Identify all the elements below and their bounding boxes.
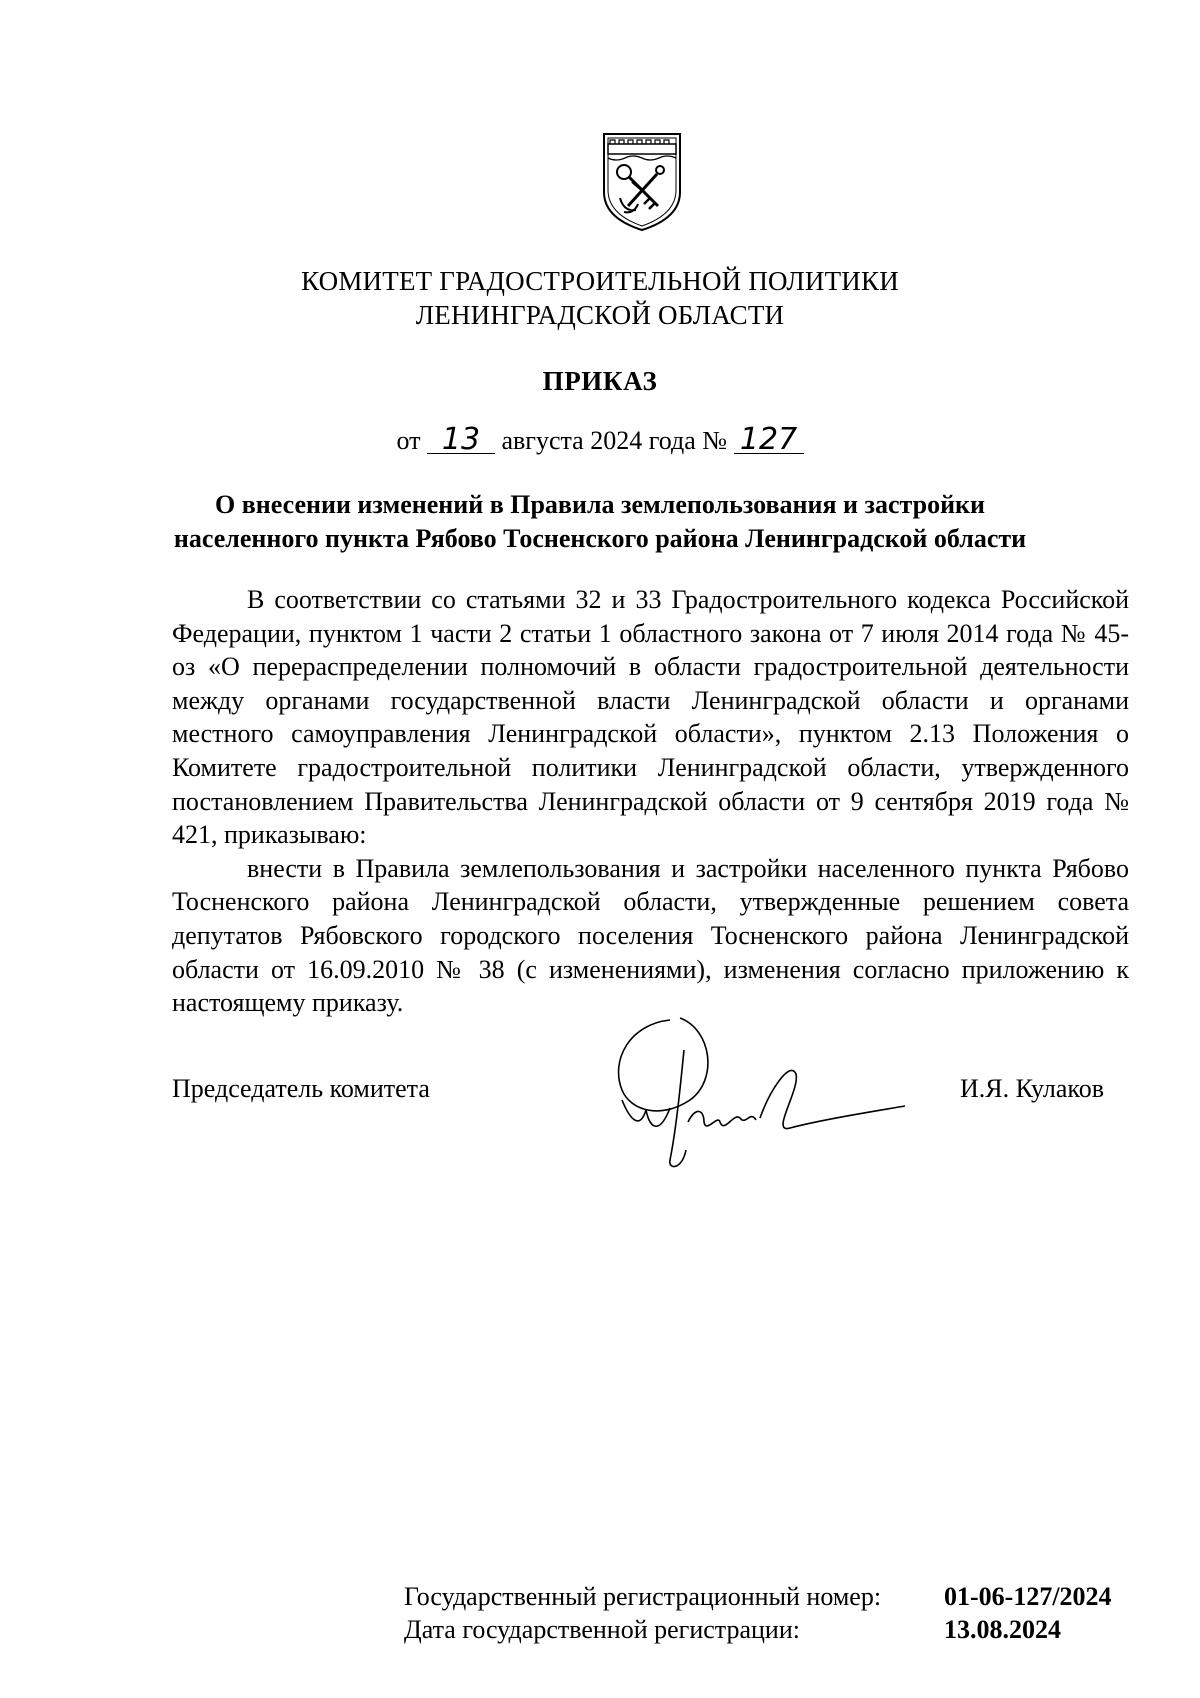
body-paragraph-1: В соответствии со статьями 32 и 33 Градостроительного кодекса Российской Федерации, пунктом 1 части 2 статьи 1 областного закона от 7 июля 2014 года № 45-оз «О перераспределении полномочий в области градостроительной деятельности между органами государственной власти Ленинградской области и органами местного самоуправления Ленинградской области», пунктом 2.13 Положения о Комитете градостроительной политики Ленинградской области, утвержденного постановлением Правительства Ленинградской области от 9 сентября 2019 года № 421, приказываю: [172, 585, 1129, 850]
document-title: ПРИКАЗ [542, 366, 658, 396]
signatory-name: И.Я. Кулаков [960, 1074, 1104, 1103]
document-number-handwritten: 127 [734, 427, 804, 454]
date-middle: августа 2024 года № [501, 426, 728, 455]
registration-date-value: 13.08.2024 [944, 1615, 1061, 1644]
registration-number-label: Государственный регистрационный номер: [404, 1582, 882, 1611]
document-subject [0, 488, 1200, 556]
organization-name-line-1: КОМИТЕТ ГРАДОСТРОИТЕЛЬНОЙ ПОЛИТИКИ [301, 266, 899, 296]
subject-line-1: О внесении изменений в Правила землепользования и застройки [214, 490, 986, 519]
organization-name-line-2: ЛЕНИНГРАДСКОЙ ОБЛАСТИ [415, 300, 785, 330]
handwritten-signature [600, 1010, 920, 1180]
registration-number-value: 01-06-127/2024 [944, 1582, 1112, 1611]
signatory-position: Председатель комитета [172, 1074, 430, 1103]
date-prefix: от [396, 426, 421, 455]
coat-of-arms-emblem [600, 130, 684, 234]
subject-line-2: населенного пункта Рябово Тосненского района Ленинградской области [173, 524, 1027, 553]
document-body [172, 583, 1129, 1020]
body-paragraph-2: внести в Правила землепользования и застройки населенного пункта Рябово Тосненского района Ленинградской области, утвержденные решением совета депутатов Рябовского городского поселения Тосненского района Ленинградской области от 16.09.2010 № 38 (с изменениями), изменения согласно приложению к настоящему приказу. [172, 853, 1129, 1018]
date-day-handwritten: 13 [427, 427, 495, 454]
registration-date-label: Дата государственной регистрации: [404, 1615, 800, 1644]
date-number-line [0, 422, 1200, 457]
